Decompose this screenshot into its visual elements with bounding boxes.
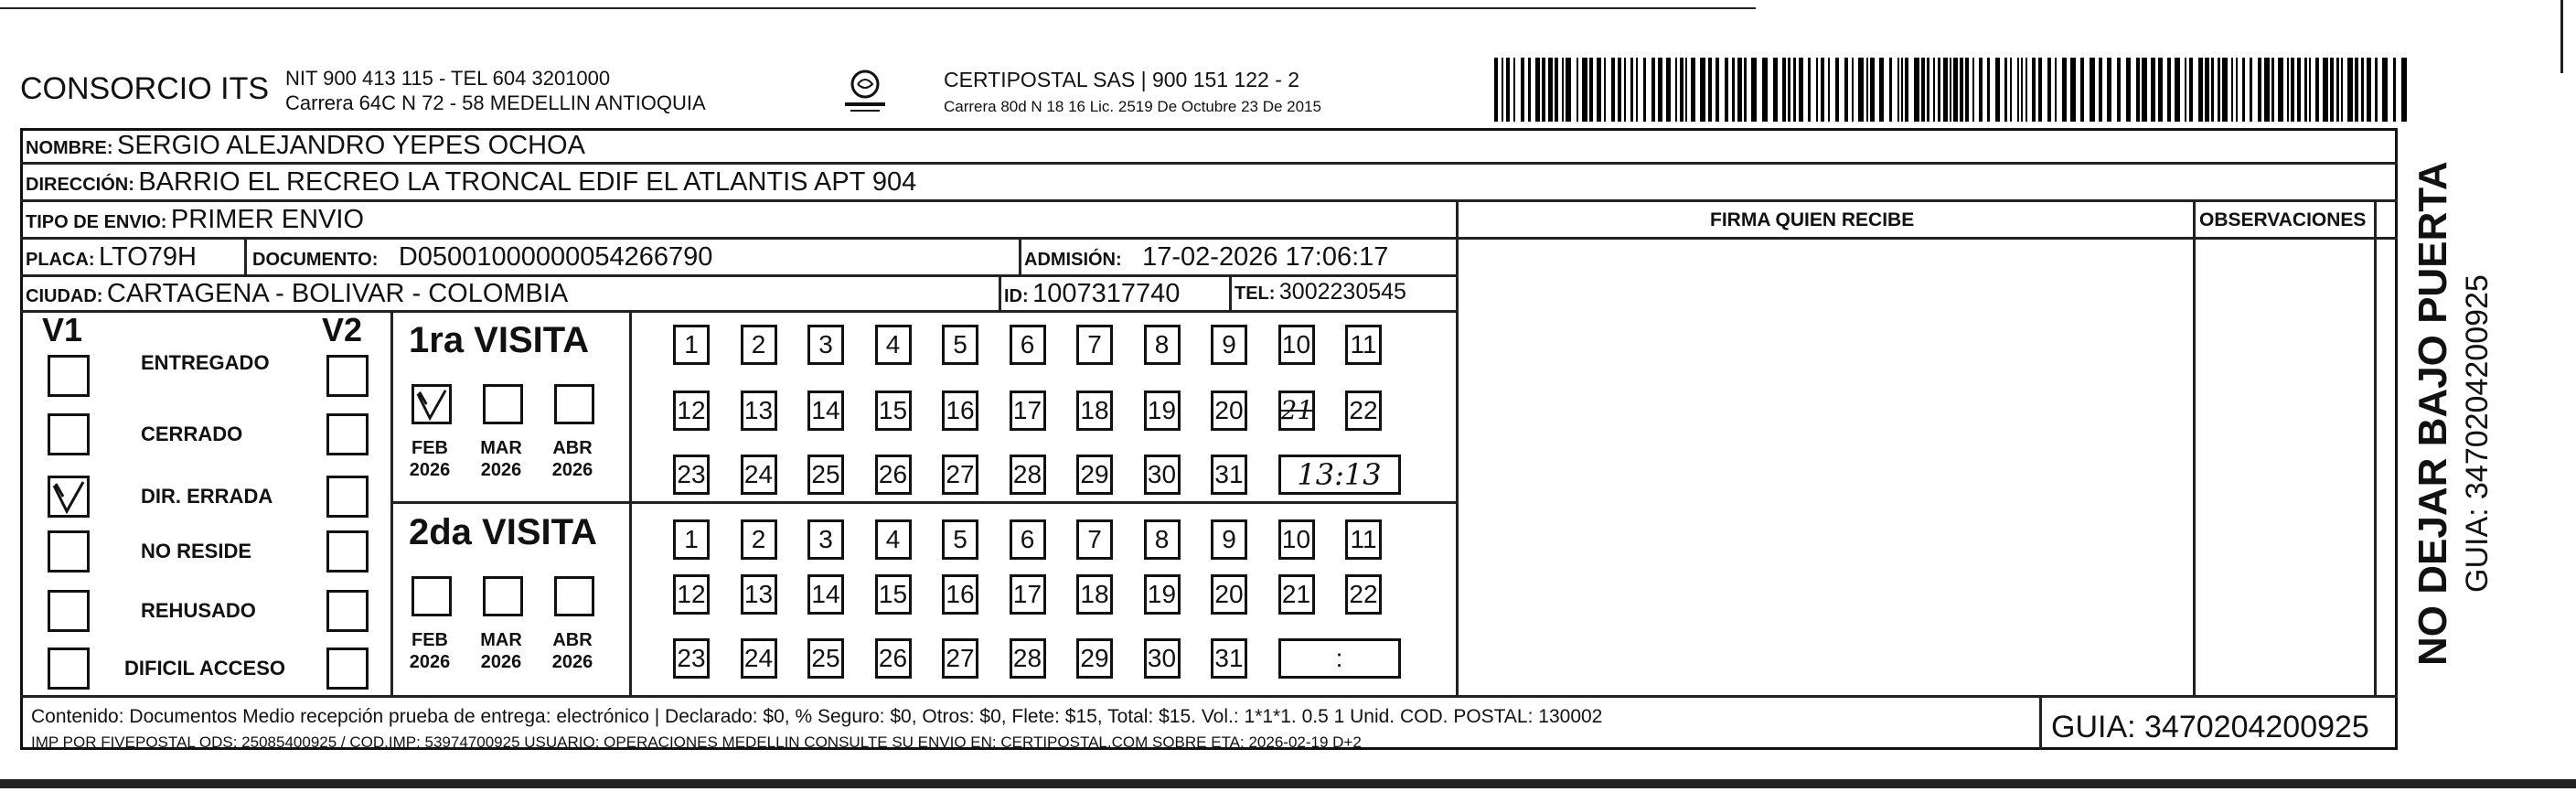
visita1-day-box[interactable]: 13	[741, 391, 777, 431]
barcode-bar	[2062, 58, 2067, 122]
barcode-bar	[1716, 58, 1719, 122]
barcode-bar	[1732, 58, 1735, 122]
barcode-bar	[1905, 58, 1908, 122]
v2-checkbox[interactable]	[326, 530, 369, 573]
ciudad-label: CIUDAD:	[26, 286, 103, 306]
month-year: 2026	[409, 460, 451, 480]
visita1-day-box[interactable]: 9	[1211, 325, 1247, 365]
visita1-month-label	[474, 437, 529, 481]
barcode-bar	[1494, 58, 1498, 122]
footer-imp: IMP POR FIVEPOSTAL ODS: 25085400925 / COD.IMP: 53974700925 USUARIO: OPERACIONES MEDELLIN CONSULTE SU ENVIO EN: CERTIPOSTAL.COM SOBRE ETA: 2026-02-19 D+2	[31, 733, 1362, 751]
top-rule	[0, 7, 1756, 9]
barcode-bar	[1782, 58, 1786, 122]
barcode-bar	[2291, 58, 2294, 122]
barcode-bar	[1835, 58, 1839, 122]
certi-line1: CERTIPOSTAL SAS | 900 151 122 - 2	[944, 68, 1300, 91]
barcode-bar	[1953, 58, 1958, 122]
v2-checkbox[interactable]	[326, 476, 369, 518]
barcode-bar	[1675, 58, 1677, 122]
barcode-bar	[2304, 58, 2307, 122]
barcode-bar	[1927, 58, 1929, 122]
barcode-bar	[2026, 58, 2027, 122]
barcode-bar	[2361, 58, 2364, 122]
barcode-bar	[2250, 58, 2252, 122]
visita2-day-box[interactable]: 14	[807, 574, 844, 615]
visita1-month-checkbox[interactable]	[483, 384, 523, 424]
id-value: 1007317740	[1032, 279, 1181, 308]
barcode-bar	[1901, 58, 1903, 122]
barcode-bar	[1666, 58, 1671, 122]
barcode-bar	[1858, 58, 1864, 122]
visita2-day-box[interactable]: 15	[875, 574, 912, 615]
certipostal-logo	[839, 64, 891, 115]
barcode-bar	[1513, 58, 1515, 122]
barcode-bar	[1566, 58, 1571, 122]
id-field	[1004, 279, 1180, 309]
barcode-bar	[1914, 58, 1919, 122]
barcode-bar	[1866, 58, 1868, 122]
barcode-bar	[1562, 58, 1564, 122]
barcode-bar	[2010, 58, 2012, 122]
visita2-day-box[interactable]: 7	[1076, 519, 1113, 560]
barcode-bar	[1972, 58, 1974, 122]
barcode-bar	[2393, 58, 2396, 122]
barcode-bar	[2198, 58, 2203, 122]
barcode-bar	[1680, 58, 1683, 122]
month-name: MAR	[480, 630, 522, 650]
barcode-bar	[1521, 58, 1524, 122]
visita1-day-box[interactable]: 30	[1144, 455, 1181, 495]
barcode-bar	[1708, 58, 1712, 122]
ciudad-field	[26, 279, 568, 309]
barcode-bar	[2167, 58, 2171, 122]
visita2-day-box[interactable]: 4	[875, 519, 912, 560]
month-name: FEB	[412, 630, 448, 650]
status-label: CERRADO	[141, 423, 243, 445]
admision-field	[1024, 242, 1388, 273]
barcode-bar	[2004, 58, 2007, 122]
barcode-bar	[1589, 58, 1593, 122]
month-year: 2026	[409, 652, 451, 672]
visita1-day-box[interactable]: 18	[1076, 391, 1113, 431]
barcode-bar	[1816, 58, 1818, 122]
month-name: ABR	[552, 630, 593, 650]
visita2-day-box[interactable]: 21	[1278, 574, 1315, 615]
barcode-bar	[1979, 58, 1983, 122]
visita2-day-box[interactable]: 18	[1076, 574, 1113, 615]
visita1-day-box[interactable]: 6	[1010, 325, 1046, 365]
barcode-bar	[1943, 58, 1948, 122]
barcode-bar	[2142, 58, 2147, 122]
barcode-bar	[2070, 58, 2076, 122]
admision-value: 17-02-2026 17:06:17	[1142, 242, 1389, 272]
barcode-bar	[2315, 58, 2319, 122]
barcode-bar	[2401, 58, 2407, 122]
visita2-day-box[interactable]: 25	[807, 638, 844, 679]
visita2-day-box[interactable]: 23	[673, 638, 710, 679]
v2-checkbox[interactable]	[326, 413, 369, 455]
visita2-day-box[interactable]: 12	[673, 574, 710, 615]
barcode-bar	[2258, 58, 2261, 122]
check-mark-icon	[414, 387, 449, 422]
barcode-bar	[2287, 58, 2289, 122]
v2-checkbox[interactable]	[326, 648, 369, 690]
company-contact	[285, 66, 706, 115]
top-right-rule	[2560, 0, 2563, 73]
visita2-month-label	[545, 629, 600, 673]
barcode-bar	[1960, 58, 1963, 122]
barcode-bar	[1502, 58, 1503, 122]
visita1-time-box[interactable]: 13:13	[1278, 455, 1401, 495]
status-label: REHUSADO	[141, 599, 256, 622]
barcode-bar	[1651, 58, 1655, 122]
barcode-bar	[2264, 58, 2270, 122]
barcode-bar	[1965, 58, 1969, 122]
certipostal-info	[944, 66, 1321, 121]
barcode-bar	[2185, 58, 2186, 122]
visita1-day-box[interactable]: 31	[1211, 455, 1247, 495]
barcode-bar	[1737, 58, 1742, 122]
observaciones-header: OBSERVACIONES	[2199, 209, 2367, 230]
barcode-bar	[2236, 58, 2238, 122]
visita2-day-box[interactable]: 19	[1144, 574, 1181, 615]
visita2-day-box[interactable]: 31	[1211, 638, 1247, 679]
barcode-bar	[1987, 58, 1990, 122]
barcode-bar	[1643, 58, 1646, 122]
barcode-bar	[2347, 58, 2353, 122]
visita2-day-box[interactable]: 10	[1278, 519, 1315, 560]
barcode-bar	[2278, 58, 2283, 122]
barcode-bar	[1793, 58, 1796, 122]
v2-header: V2	[322, 311, 363, 348]
barcode-bar	[1799, 58, 1803, 122]
direccion-value: BARRIO EL RECREO LA TRONCAL EDIF EL ATLANTIS APT 904	[138, 167, 917, 197]
barcode-bar	[1535, 58, 1540, 122]
visita1-day-box[interactable]: 11	[1345, 325, 1382, 365]
status-label: NO RESIDE	[141, 540, 252, 562]
barcode-bar	[1685, 58, 1687, 122]
barcode-bar	[2341, 58, 2343, 122]
barcode-bar	[1897, 58, 1899, 122]
visita2-month-checkbox[interactable]	[483, 576, 523, 616]
barcode-bar	[1788, 58, 1790, 122]
barcode-bar	[2375, 58, 2378, 122]
visita2-day-box[interactable]: 24	[741, 638, 777, 679]
barcode	[1494, 58, 2409, 122]
barcode-bar	[2297, 58, 2301, 122]
visita1-day-box[interactable]: 7	[1076, 325, 1113, 365]
barcode-bar	[1611, 58, 1615, 122]
documento-label: DOCUMENTO:	[252, 250, 379, 270]
barcode-bar	[1630, 58, 1633, 122]
visita1-day-box[interactable]: 19	[1144, 391, 1181, 431]
visita2-day-box[interactable]: 1	[673, 519, 710, 560]
visita1-day-box[interactable]: 22	[1345, 391, 1382, 431]
visita1-day-box[interactable]: 20	[1211, 391, 1247, 431]
barcode-bar	[1577, 58, 1578, 122]
visita1-day-box[interactable]: 8	[1144, 325, 1181, 365]
visita1-month-label	[402, 437, 457, 481]
barcode-bar	[1773, 58, 1778, 122]
barcode-bar	[1636, 58, 1638, 122]
v1-checkbox[interactable]	[48, 590, 90, 632]
visita2-day-box[interactable]: 17	[1010, 574, 1046, 615]
visita1-day-box[interactable]: 4	[875, 325, 912, 365]
barcode-bar	[1542, 58, 1545, 122]
visita2-day-box[interactable]: 28	[1010, 638, 1046, 679]
visita2-month-label	[474, 629, 529, 673]
placa-value: LTO79H	[99, 242, 197, 272]
barcode-bar	[2382, 58, 2388, 122]
barcode-bar	[1821, 58, 1824, 122]
visita2-day-box[interactable]: 5	[942, 519, 978, 560]
barcode-bar	[1548, 58, 1553, 122]
visita1-day-box[interactable]: 3	[807, 325, 844, 365]
visita2-day-box[interactable]: 29	[1076, 638, 1113, 679]
visita2-day-box[interactable]: 26	[875, 638, 912, 679]
barcode-bar	[2242, 58, 2245, 122]
v1-checkbox[interactable]	[48, 413, 90, 455]
barcode-bar	[1844, 58, 1848, 122]
barcode-bar	[2090, 58, 2095, 122]
barcode-bar	[2151, 58, 2155, 122]
barcode-bar	[1555, 58, 1558, 122]
v1-checkbox[interactable]	[48, 530, 90, 573]
firma-header: FIRMA QUIEN RECIBE	[1710, 209, 1915, 230]
barcode-bar	[1762, 58, 1768, 122]
barcode-bar	[2107, 58, 2111, 122]
visita1-day-box[interactable]: 23	[673, 455, 710, 495]
barcode-bar	[2355, 58, 2358, 122]
footer-guia: GUIA: 3470204200925	[2051, 710, 2369, 744]
barcode-bar	[1691, 58, 1695, 122]
barcode-bar	[2205, 58, 2209, 122]
v2-checkbox[interactable]	[326, 355, 369, 397]
visita2-title: 2da VISITA	[409, 512, 597, 552]
direccion-label: DIRECCIÓN:	[26, 175, 134, 195]
barcode-bar	[2330, 58, 2334, 122]
barcode-bar	[2189, 58, 2193, 122]
visita1-day-box[interactable]: 27	[942, 455, 978, 495]
visita2-day-box[interactable]: 9	[1211, 519, 1247, 560]
month-name: ABR	[552, 438, 593, 458]
visita2-day-box[interactable]: 20	[1211, 574, 1247, 615]
visita2-time-box[interactable]: :	[1278, 638, 1401, 679]
v1-checkbox[interactable]	[48, 355, 90, 397]
barcode-bar	[1624, 58, 1626, 122]
visita1-day-box[interactable]: 1	[673, 325, 710, 365]
placa-field	[26, 242, 197, 273]
visita1-day-box[interactable]: 15	[875, 391, 912, 431]
visita1-month-checkbox[interactable]	[412, 384, 452, 424]
company-name: CONSORCIO ITS	[20, 71, 270, 106]
id-label: ID:	[1004, 286, 1029, 306]
barcode-bar	[1725, 58, 1728, 122]
tel-value: 3002230545	[1278, 279, 1406, 305]
visita2-day-box[interactable]: 13	[741, 574, 777, 615]
barcode-bar	[2211, 58, 2214, 122]
barcode-bar	[1528, 58, 1531, 122]
visita1-title: 1ra VISITA	[409, 320, 590, 360]
visita1-day-box[interactable]: 24	[741, 455, 777, 495]
barcode-bar	[1751, 58, 1757, 122]
barcode-bar	[2017, 58, 2019, 122]
barcode-bar	[1597, 58, 1601, 122]
barcode-bar	[2218, 58, 2220, 122]
barcode-bar	[2271, 58, 2274, 122]
visita1-day-box[interactable]: 25	[807, 455, 844, 495]
visita1-day-box[interactable]: 29	[1076, 455, 1113, 495]
check-mark-icon	[50, 478, 87, 515]
v2-checkbox[interactable]	[326, 590, 369, 632]
v1-header: V1	[42, 311, 83, 348]
month-name: FEB	[412, 438, 448, 458]
barcode-bar	[1744, 58, 1747, 122]
visita2-day-box[interactable]: 2	[741, 519, 777, 560]
barcode-bar	[2047, 58, 2051, 122]
barcode-bar	[1933, 58, 1935, 122]
tipo-label: TIPO DE ENVIO:	[26, 212, 167, 232]
barcode-bar	[1879, 58, 1884, 122]
visita1-day-box[interactable]: 14	[807, 391, 844, 431]
visita2-day-box[interactable]: 30	[1144, 638, 1181, 679]
month-year: 2026	[551, 652, 593, 672]
barcode-bar	[1700, 58, 1705, 122]
direccion-row	[26, 167, 916, 198]
nombre-value: SERGIO ALEJANDRO YEPES OCHOA	[117, 131, 585, 160]
month-year: 2026	[480, 652, 522, 672]
footer-contenido: Contenido: Documentos Medio recepción prueba de entrega: electrónico | Declarado: $0, % Seguro: $0, Otros: $0, Flete: $15, Total: $15. Vol.: 1*1*1. 0.5 1 Unid. COD. POSTAL: 130002	[31, 706, 1603, 727]
tipo-value: PRIMER ENVIO	[170, 205, 365, 234]
visita1-day-box[interactable]: 5	[942, 325, 978, 365]
barcode-bar	[2158, 58, 2163, 122]
side-guia: GUIA: 3470204200925	[2460, 274, 2495, 593]
barcode-bar	[2117, 58, 2121, 122]
visita2-day-box[interactable]: 6	[1010, 519, 1046, 560]
barcode-bar	[2175, 58, 2180, 122]
tipo-row	[26, 205, 364, 235]
visita1-month-checkbox[interactable]	[554, 384, 594, 424]
visita2-month-checkbox[interactable]	[554, 576, 594, 616]
visita1-month-label	[545, 437, 600, 481]
visita2-day-box[interactable]: 27	[942, 638, 978, 679]
barcode-bar	[1618, 58, 1621, 122]
v1-checkbox[interactable]	[48, 648, 90, 690]
visita2-day-box[interactable]: 8	[1144, 519, 1181, 560]
status-label: DIR. ERRADA	[141, 485, 273, 508]
status-label: DIFICIL ACCESO	[124, 657, 286, 680]
admision-label: ADMISIÓN:	[1024, 250, 1122, 270]
certi-line2: Carrera 80d N 18 16 Lic. 2519 De Octubre 23 De 2015	[944, 98, 1321, 115]
barcode-bar	[2021, 58, 2023, 122]
barcode-bar	[2032, 58, 2036, 122]
barcode-bar	[1658, 58, 1662, 122]
ciudad-value: CARTAGENA - BOLIVAR - COLOMBIA	[106, 279, 569, 308]
barcode-bar	[1938, 58, 1940, 122]
barcode-bar	[2231, 58, 2233, 122]
month-name: MAR	[480, 438, 522, 458]
nombre-row	[26, 131, 585, 161]
visita2-day-box[interactable]: 22	[1345, 574, 1382, 615]
barcode-bar	[1506, 58, 1510, 122]
documento-value: D05001000000054266790	[398, 242, 713, 272]
barcode-bar	[2367, 58, 2371, 122]
visita1-day-box[interactable]: 10	[1278, 325, 1315, 365]
barcode-bar	[1870, 58, 1875, 122]
barcode-bar	[2038, 58, 2042, 122]
visita2-month-checkbox[interactable]	[412, 576, 452, 616]
month-year: 2026	[480, 460, 522, 480]
form-frame	[20, 128, 2398, 750]
barcode-bar	[2126, 58, 2131, 122]
visita1-day-box[interactable]: 17	[1010, 391, 1046, 431]
nombre-label: NOMBRE:	[26, 138, 113, 158]
visita2-day-box[interactable]: 11	[1345, 519, 1382, 560]
side-warning: NO DEJAR BAJO PUERTA	[2410, 161, 2455, 666]
barcode-bar	[2136, 58, 2140, 122]
visita1-day-box[interactable]: 28	[1010, 455, 1046, 495]
barcode-bar	[1921, 58, 1925, 122]
barcode-bar	[1995, 58, 2000, 122]
month-year: 2026	[551, 460, 593, 480]
barcode-bar	[1828, 58, 1830, 122]
visita1-day-box[interactable]: 21	[1278, 391, 1315, 431]
barcode-bar	[2222, 58, 2228, 122]
v1-checkbox[interactable]	[48, 476, 90, 518]
barcode-bar	[1808, 58, 1811, 122]
documento-field	[252, 242, 712, 273]
address-line: Carrera 64C N 72 - 58 MEDELLIN ANTIOQUIA	[285, 91, 706, 114]
visita1-day-box[interactable]: 26	[875, 455, 912, 495]
barcode-bar	[2099, 58, 2102, 122]
visita2-month-label	[402, 629, 457, 673]
barcode-bar	[2309, 58, 2311, 122]
visita1-day-box[interactable]: 2	[741, 325, 777, 365]
barcode-bar	[1852, 58, 1854, 122]
bottom-band	[0, 779, 2576, 788]
visita2-day-box[interactable]: 3	[807, 519, 844, 560]
tel-label: TEL:	[1235, 284, 1276, 304]
placa-label: PLACA:	[26, 250, 95, 270]
barcode-bar	[2080, 58, 2084, 122]
status-label: ENTREGADO	[141, 351, 270, 374]
nit-line: NIT 900 413 115 - TEL 604 3201000	[285, 67, 611, 90]
visita1-day-box[interactable]: 16	[942, 391, 978, 431]
barcode-bar	[2336, 58, 2339, 122]
tel-field	[1235, 279, 1406, 305]
barcode-bar	[2055, 58, 2057, 122]
barcode-bar	[1889, 58, 1892, 122]
barcode-bar	[1950, 58, 1951, 122]
visita2-day-box[interactable]: 16	[942, 574, 978, 615]
barcode-bar	[2323, 58, 2328, 122]
visita1-day-box[interactable]: 12	[673, 391, 710, 431]
barcode-bar	[1604, 58, 1606, 122]
barcode-bar	[1582, 58, 1587, 122]
